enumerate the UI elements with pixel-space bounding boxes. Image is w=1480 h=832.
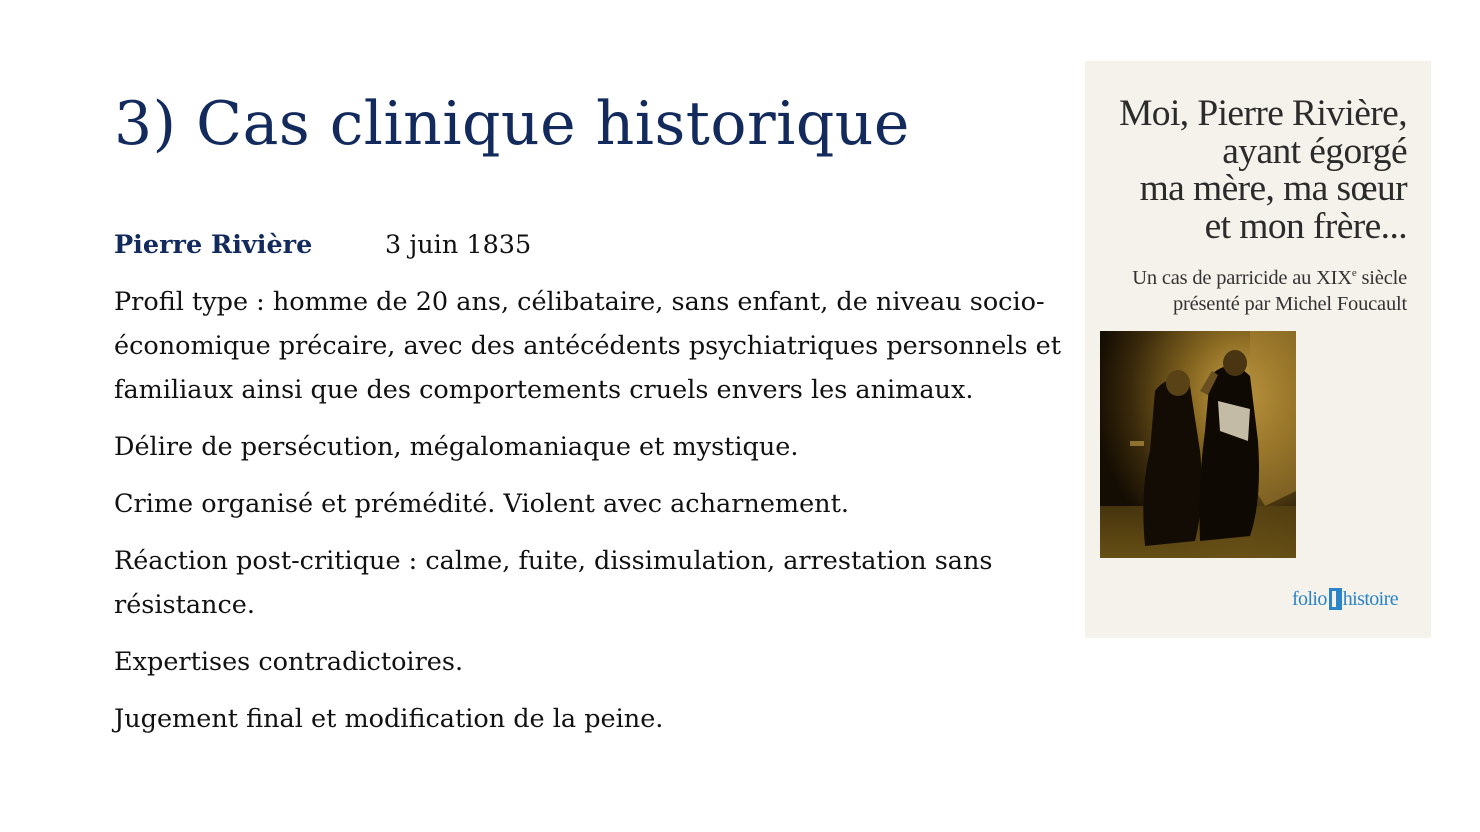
paragraph-delusion: Délire de persécution, mégalomaniaque et mystique.	[114, 432, 799, 462]
book-subtitle-line-1	[1087, 260, 1407, 291]
book-title-line: ma mère, ma sœur	[1139, 168, 1407, 209]
cover-painting	[1100, 331, 1296, 558]
painting-light-spot	[1130, 441, 1144, 446]
painting-head-right	[1223, 350, 1247, 376]
painting-head-left	[1166, 370, 1190, 396]
book-subtitle	[1087, 260, 1407, 317]
book-subtitle-suffix: siècle	[1356, 266, 1407, 289]
folio-bracket-icon	[1329, 588, 1342, 610]
slide-body	[114, 223, 1069, 754]
book-title-line: Moi, Pierre Rivière,	[1119, 93, 1407, 134]
publisher-folio: folio	[1292, 587, 1327, 610]
slide-title: 3) Cas clinique historique	[114, 89, 910, 159]
paragraph-crime: Crime organisé et prémédité. Violent avec acharnement.	[114, 489, 849, 519]
subject-name: Pierre Rivière	[114, 230, 313, 260]
paragraph-expertises: Expertises contradictoires.	[114, 647, 464, 677]
book-title-line: et mon frère...	[1204, 205, 1407, 247]
book-subtitle-prefix: Un cas de parricide au XIX	[1132, 266, 1352, 289]
paragraph-profile: Profil type : homme de 20 ans, célibataire, sans enfant, de niveau socio-économique précaire, avec des antécédents psychiatriques personnels et familiaux ainsi que des comportements cruels envers les animaux.	[114, 287, 1061, 405]
book-subtitle-sup: e	[1351, 267, 1357, 279]
book-title-line: ayant égorgé	[1222, 130, 1407, 172]
paragraph-reaction: Réaction post-critique : calme, fuite, dissimulation, arrestation sans résistance.	[114, 546, 993, 620]
publisher-logo	[1292, 582, 1398, 616]
subject-line	[114, 223, 1069, 267]
subject-date: 3 juin 1835	[385, 230, 532, 260]
publisher-series: histoire	[1342, 587, 1398, 610]
book-title	[1097, 95, 1407, 245]
paragraph-judgement: Jugement final et modification de la peine.	[114, 704, 664, 734]
book-subtitle-line-2: présenté par Michel Foucault	[1172, 292, 1407, 315]
cover-painting-image	[1100, 331, 1296, 558]
book-cover	[1085, 61, 1431, 638]
